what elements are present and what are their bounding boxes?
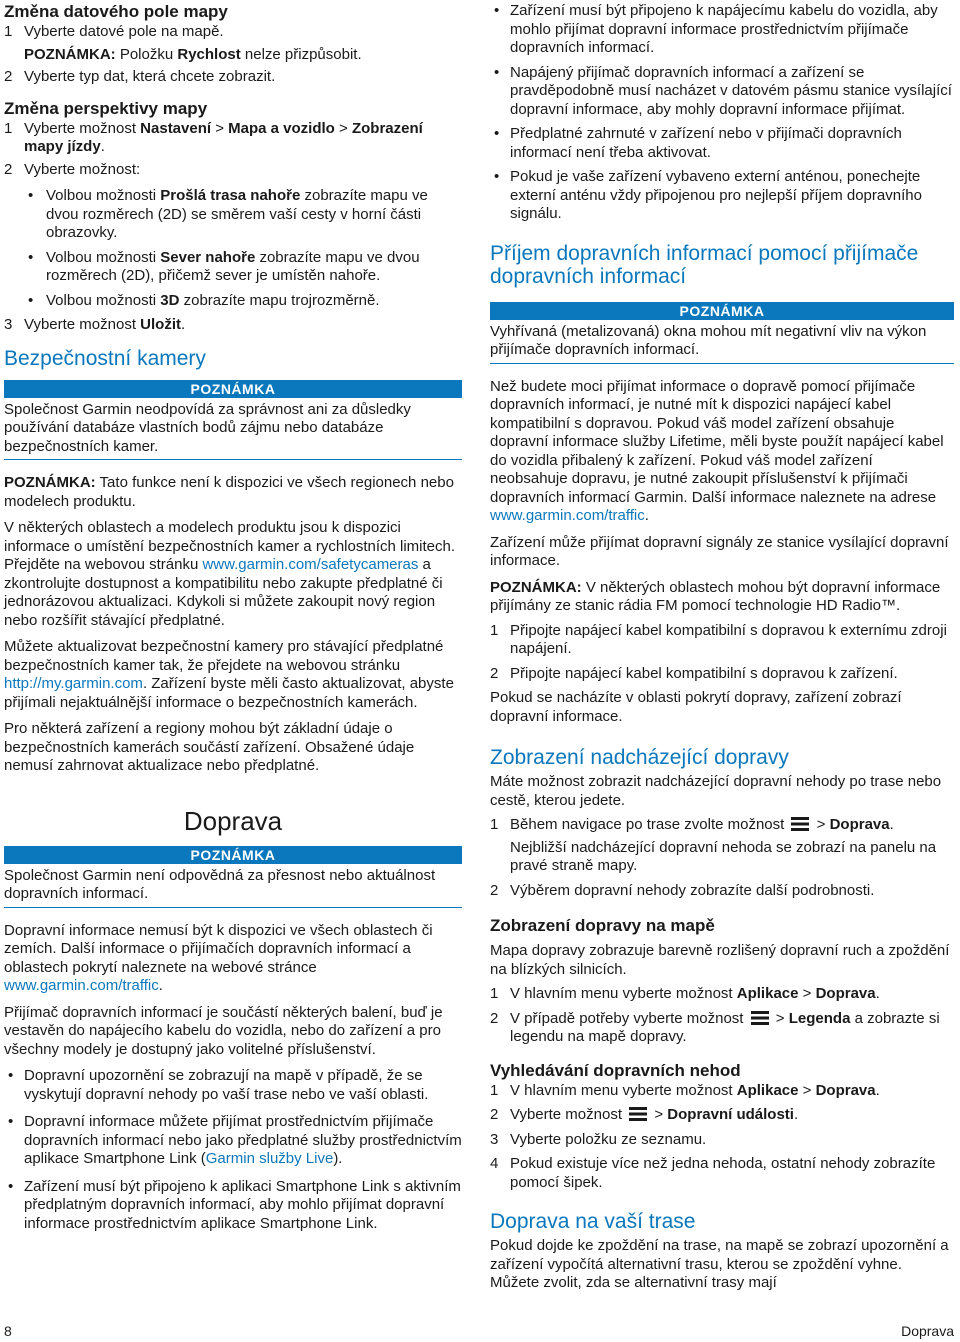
step: 2 Vyberte typ dat, která chcete zobrazit.	[4, 68, 276, 85]
note-banner: POZNÁMKA	[490, 302, 954, 320]
step: 2 Připojte napájecí kabel kompatibilní s dopravou k zařízení.	[490, 664, 898, 682]
list-item: • Volbou možnosti 3D zobrazíte mapu trojrozměrně.	[28, 291, 380, 309]
section-title-upcoming-traffic: Zobrazení nadcházející dopravy	[490, 746, 789, 769]
list-item: • Dopravní informace můžete přijímat prostřednictvím přijímače dopravních informací nebo jako předplatné služby prostřednictvím aplikace Smartphone Link (Garmin služby Live).	[8, 1113, 462, 1167]
list-item: • Napájený přijímač dopravních informací a zařízení se pravděpodobně musí nacházet v datovém pásmu stanice vysílající dopravní informace, aby mohly dopravní informace přijímat.	[494, 63, 952, 118]
menu-icon	[791, 817, 809, 831]
list-item: • Zařízení musí být připojeno k napájecímu kabelu do vozidla, aby mohlo přijímat dopravní informace prostřednictvím přijímače dopravních informací.	[494, 2, 938, 56]
chapter-title-traffic: Doprava	[183, 805, 283, 836]
footer-section: Doprava	[901, 1323, 954, 1339]
step: 3 Vyberte položku ze seznamu.	[490, 1130, 707, 1148]
step: 2 V případě potřeby vyberte možnost > Legenda a zobrazte si legendu na mapě dopravy.	[490, 1009, 940, 1045]
step: 1 Během navigace po trase zvolte možnost > Doprava.	[490, 816, 894, 833]
paragraph: Dopravní informace nemusí být k dispozici ve všech oblastech či zemích. Další informace o přijímačích dopravních informací a oblastech pokrytí naleznete na webové stránce www.garmin.com/traffic.	[4, 921, 433, 994]
step: 4 Pokud existuje více než jedna nehoda, ostatní nehody zobrazíte pomocí šipek.	[490, 1155, 936, 1191]
step: 1 Připojte napájecí kabel kompatibilní s dopravou k externímu zdroji napájení.	[490, 621, 947, 657]
paragraph: Můžete aktualizovat bezpečnostní kamery pro stávající předplatné bezpečnostních kamer tak, že přejdete na webovou stránku http://my.garmin.com. Zařízení byste měli často aktualizovat, abyste přijímali nejaktuálnější informace o bezpečnostních kamerách.	[4, 638, 454, 711]
list-item: • Volbou možnosti Sever nahoře zobrazíte mapu ve dvou rozměrech (2D), přičemž sever je umístěn nahoře.	[28, 248, 420, 284]
page-number: 8	[4, 1323, 12, 1339]
list-item: • Předplatné zahrnuté v zařízení nebo v přijímači dopravních informací není třeba aktivovat.	[494, 125, 902, 161]
step-result: Nejbližší nadcházející dopravní nehoda se zobrazí na panelu na pravé straně mapy.	[510, 838, 937, 874]
step: 1 V hlavním menu vyberte možnost Aplikace > Doprava.	[490, 985, 880, 1002]
right-column	[490, 2, 954, 1297]
section-title-find-incidents: Vyhledávání dopravních nehod	[490, 1060, 741, 1080]
garmin-live-link[interactable]: Garmin služby Live	[205, 1150, 334, 1167]
paragraph: V některých oblastech a modelech produktu jsou k dispozici informace o umístění bezpečnostních kamer a rychlostních limitech. Přejděte na webovou stránku www.garmin.com/safetycameras a zkontrolujte dostupnost a kompatibilitu nebo zakupte předplatné či jednorázovou aktualizaci. Kdykoli si můžete zakoupit nový region nebo rozšířit stávající předplatné.	[4, 519, 456, 629]
paragraph: Zařízení může přijímat dopravní signály ze stanice vysílající dopravní informace.	[490, 533, 949, 569]
list-item: • Volbou možnosti Prošlá trasa nahoře zobrazíte mapu ve dvou rozměrech (2D) se směrem vaší cesty v horní části obrazovky.	[28, 187, 428, 241]
list-item: • Dopravní upozornění se zobrazují na mapě v případě, že se vyskytují dopravní nehody po vaší trase nebo ve vaší oblasti.	[8, 1067, 429, 1103]
note-banner: POZNÁMKA	[4, 846, 462, 864]
section-title-data-field: Změna datového pole mapy	[4, 2, 228, 21]
paragraph: Mapa dopravy zobrazuje barevně rozlišený dopravní ruch a zpoždění na blízkých silnicích.	[490, 942, 950, 978]
step: 1 V hlavním menu vyberte možnost Aplikace > Doprava.	[490, 1081, 880, 1099]
section-title-traffic-map: Zobrazení dopravy na mapě	[490, 916, 715, 935]
my-garmin-link[interactable]: http://my.garmin.com	[4, 675, 143, 692]
safety-cameras-link[interactable]: www.garmin.com/safetycameras	[202, 556, 419, 573]
section-title-traffic-on-route: Doprava na vaší trase	[490, 1210, 696, 1233]
paragraph: POZNÁMKA: Tato funkce není k dispozici ve všech regionech nebo modelech produktu.	[4, 474, 454, 510]
paragraph: Pokud se nacházíte v oblasti pokrytí dopravy, zařízení zobrazí dopravní informace.	[490, 689, 902, 725]
step: 1 Vyberte možnost Nastavení > Mapa a vozidlo > Zobrazení mapy jízdy.	[4, 119, 423, 155]
section-title-map-perspective: Změna perspektivy mapy	[4, 98, 208, 118]
menu-icon	[751, 1011, 769, 1025]
traffic-link[interactable]: www.garmin.com/traffic	[490, 507, 645, 524]
step: 2 Vyberte možnost:	[4, 160, 141, 178]
note-body: Společnost Garmin neodpovídá za správnost ani za důsledky používání databáze vlastních bodů zájmu nebo databáze bezpečnostních kamer.	[4, 401, 462, 461]
paragraph: Než budete moci přijímat informace o dopravě pomocí přijímače dopravních informací, je nutné mít k dispozici napájecí kabel kompatibilní s dopravou. Pokud váš model zařízení obsahuje dopravní informace služby Lifetime, měli byste použít napájecí kabel do vozidla přibalený k zařízení. Pokud váš model zařízení neobsahuje dopravu, je nutné zakoupit příslušenství k přijímači dopravních informací Garmin. Další informace naleznete na adrese www.garmin.com/traffic.	[490, 377, 944, 524]
step: 1 Vyberte datové pole na mapě.	[4, 23, 224, 40]
step: 2 Vyberte možnost > Dopravní události.	[490, 1106, 799, 1123]
paragraph: Máte možnost zobrazit nadcházející dopravní nehody po trase nebo cestě, kterou jedete.	[490, 773, 942, 809]
note-body: Společnost Garmin není odpovědná za přesnost nebo aktuálnost dopravních informací.	[4, 867, 462, 908]
traffic-link[interactable]: www.garmin.com/traffic	[4, 977, 159, 994]
paragraph: Přijímač dopravních informací je součástí některých balení, buď je vestavěn do napájecího kabelu do vozidla, nebo do zařízení a pro všechny modely je dostupný jako volitelné příslušenství.	[4, 1003, 443, 1058]
menu-icon	[629, 1107, 647, 1121]
paragraph: Pro některá zařízení a regiony mohou být základní údaje o bezpečnostních kamerách součástí zařízení. Obsažené údaje nemusí zahrnovat aktualizace nebo předplatné.	[4, 720, 415, 774]
list-item: • Zařízení musí být připojeno k aplikaci Smartphone Link s aktivním předplatným dopravních informací, aby mohlo přijímat dopravní informace prostřednictvím aplikace Smartphone Link.	[8, 1177, 461, 1232]
note-banner: POZNÁMKA	[4, 380, 462, 398]
section-title-safety-cameras: Bezpečnostní kamery	[4, 346, 206, 370]
list-item: • Pokud je vaše zařízení vybaveno externí anténou, ponechejte externí anténu vždy připojenou pro nejlepší příjem dopravního signálu.	[494, 168, 922, 222]
left-column	[4, 2, 462, 1239]
note-body: Vyhřívaná (metalizovaná) okna mohou mít negativní vliv na výkon přijímače dopravních informací.	[490, 323, 954, 364]
note-inline: POZNÁMKA: Položku Rychlost nelze přizpůsobit.	[24, 45, 362, 63]
step: 3 Vyberte možnost Uložit.	[4, 316, 186, 333]
section-title-traffic-receiver: Příjem dopravních informací pomocí přijímače dopravních informací	[490, 241, 919, 288]
paragraph: POZNÁMKA: V některých oblastech mohou být dopravní informace přijímány ze stanic rádia FM pomocí technologie HD Radio™.	[490, 578, 941, 614]
paragraph: Pokud dojde ke zpoždění na trase, na mapě se zobrazí upozornění a zařízení vypočítá alternativní trasu, kterou se zpoždění vyhne. Můžete zvolit, zda se alternativní trasy mají	[490, 1237, 949, 1291]
step: 2 Výběrem dopravní nehody zobrazíte další podrobnosti.	[490, 881, 875, 899]
